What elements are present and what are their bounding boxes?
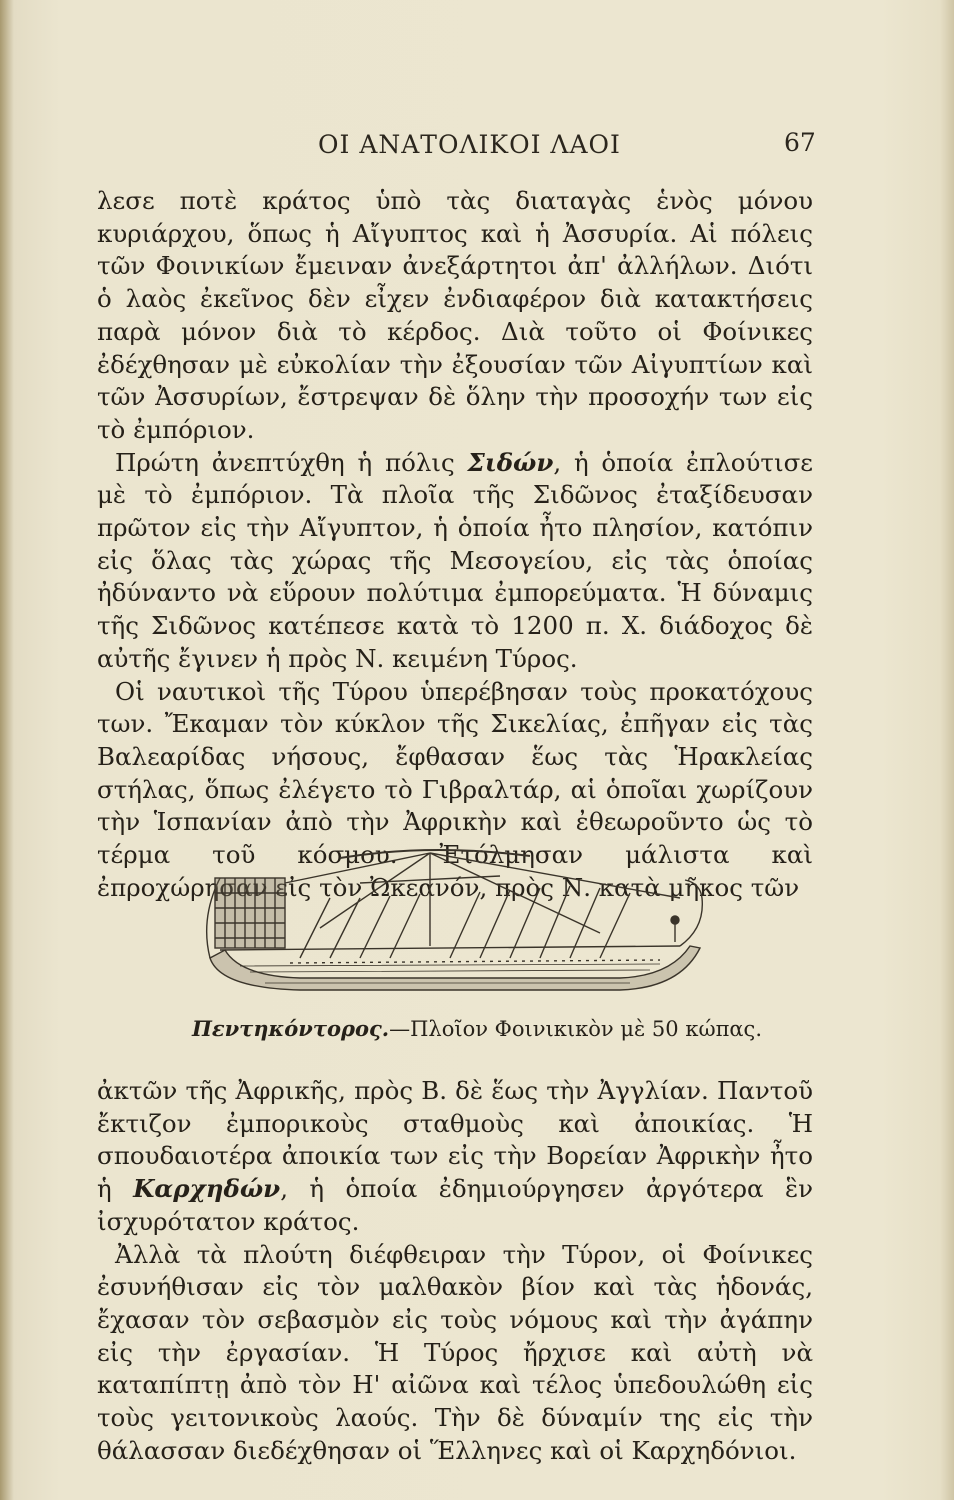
paragraph-text: ἀκτῶν τῆς Ἀφρικῆς, πρὸς Β. δὲ ἕως τὴν Ἀγγλίαν. Παντοῦ ἔκτιζον ἐμπορικοὺς σταθμοὺς καὶ ἀποικίας. Ἡ σπουδαιοτέρα ἀποικία των εἰς τὴν Βορείαν Ἀφρικὴν ἦτο ἡ	[97, 1076, 813, 1204]
paragraph-tyre-decline: Ἀλλὰ τὰ πλούτη διέφθειραν τὴν Τύρον, οἱ Φοίνικες ἐσυνήθισαν εἰς τὸν μαλθακὸν βίον καὶ τὰς ἡδονάς, ἔχασαν τὸν σεβασμὸν εἰς τοὺς νόμους καὶ τὴν ἀγάπην εἰς τὴν ἐργασίαν. Ἡ Τύρος ἤρχισε καὶ αὐτὴ νὰ καταπίπτῃ ἀπὸ τὸν Η' αἰῶνα καὶ τέλος ὑπεδουλώθη εἰς τοὺς γειτονικοὺς λαούς. Τὴν δὲ δύναμίν της εἰς τὴν θάλασσαν διεδέχθησαν οἱ Ἕλληνες καὶ οἱ Καρχηδόνιοι.	[97, 1239, 813, 1465]
paragraph-tyre-sailors: Οἱ ναυτικοὶ τῆς Τύρου ὑπερέβησαν τοὺς προκατόχους των. Ἔκαμαν τὸν κύκλον τῆς Σικελίας, ἐπῆγαν εἰς τὰς Βαλεαρίδας νήσους, ἔφθασαν ἕως τὰς Ἡρακλείας στήλας, ὅπως ἐλέγετο τὸ Γιβραλτάρ, αἱ ὁποῖαι χωρίζουν τὴν Ἱσπανίαν ἀπὸ τὴν Ἀφρικὴν καὶ ἐθεωροῦντο ὡς τὸ τέρμα τοῦ κόσμου. Ἐτόλμησαν μάλιστα καὶ ἐπροχώρησαν εἰς τὸν Ὠκεανόν, πρὸς Ν. κατὰ μῆκος τῶν	[97, 676, 813, 902]
paragraph-text: , ἡ ὁποία ἐδημιούργησεν ἀργότερα ἓν ἰσχυρότατον κράτος.	[97, 1174, 814, 1236]
lower-text-block	[97, 1075, 813, 1467]
emphasized-term-carthage: Καρχηδών	[133, 1174, 281, 1204]
paragraph-sidon	[97, 447, 813, 676]
paragraph-text: , ἡ ὁποία ἐπλούτισε μὲ τὸ ἐμπόριον. Τὰ πλοῖα τῆς Σιδῶνος ἐταξίδευσαν πρῶτον εἰς τὴν Αἴγυπτον, ἡ ὁποία ἦτο πλησίον, κατόπιν εἰς ὅλας τὰς χώρας τῆς Μεσογείου, εἰς τὰς ὁποίας ἠδύναντο νὰ εὕρουν πολύτιμα ἐμπορεύματα. Ἡ δύναμις τῆς Σιδῶνος κατέπεσε κατὰ τὸ 1200 π. Χ. διάδοχος δὲ αὐτῆς ἔγινεν ἡ πρὸς Ν. κειμένη Τύρος.	[97, 447, 813, 673]
running-header	[0, 124, 954, 164]
paragraph-text: Πρώτη ἀνεπτύχθη ἡ πόλις	[115, 447, 468, 477]
caption-text: —Πλοῖον Φοινικικὸν μὲ 50 κώπας.	[389, 1017, 762, 1041]
ship-figure	[180, 838, 740, 1008]
paragraph-continued: λεσε ποτὲ κράτος ὑπὸ τὰς διαταγὰς ἑνὸς μόνου κυριάρχου, ὅπως ἡ Αἴγυπτος καὶ ἡ Ἀσσυρία. Αἱ πόλεις τῶν Φοινικίων ἔμειναν ἀνεξάρτητοι ἀπ' ἀλλήλων. Διότι ὁ λαὸς ἐκεῖνος δὲν εἶχεν ἐνδιαφέρον διὰ κατακτήσεις παρὰ μόνον διὰ τὸ κέρδος. Διὰ τοῦτο οἱ Φοίνικες ἐδέχθησαν μὲ εὐκολίαν τὴν ἐξουσίαν τῶν Αἰγυπτίων καὶ τῶν Ἀσσυρίων, ἔστρεψαν δὲ ὅλην τὴν προσοχήν των εἰς τὸ ἐμπόριον.	[97, 186, 813, 444]
phoenician-ship-illustration	[180, 838, 740, 1008]
figure-caption	[0, 1016, 954, 1041]
upper-text-block	[97, 185, 813, 904]
chapter-title: ΟΙ ΑΝΑΤΟΛΙΚΟΙ ΛΑΟΙ	[318, 130, 621, 159]
page-number: 67	[784, 128, 816, 157]
caption-title: Πεντηκόντορος.	[191, 1016, 390, 1041]
emphasized-term-sidon: Σιδών	[467, 447, 554, 477]
paragraph-carthage	[97, 1075, 813, 1239]
